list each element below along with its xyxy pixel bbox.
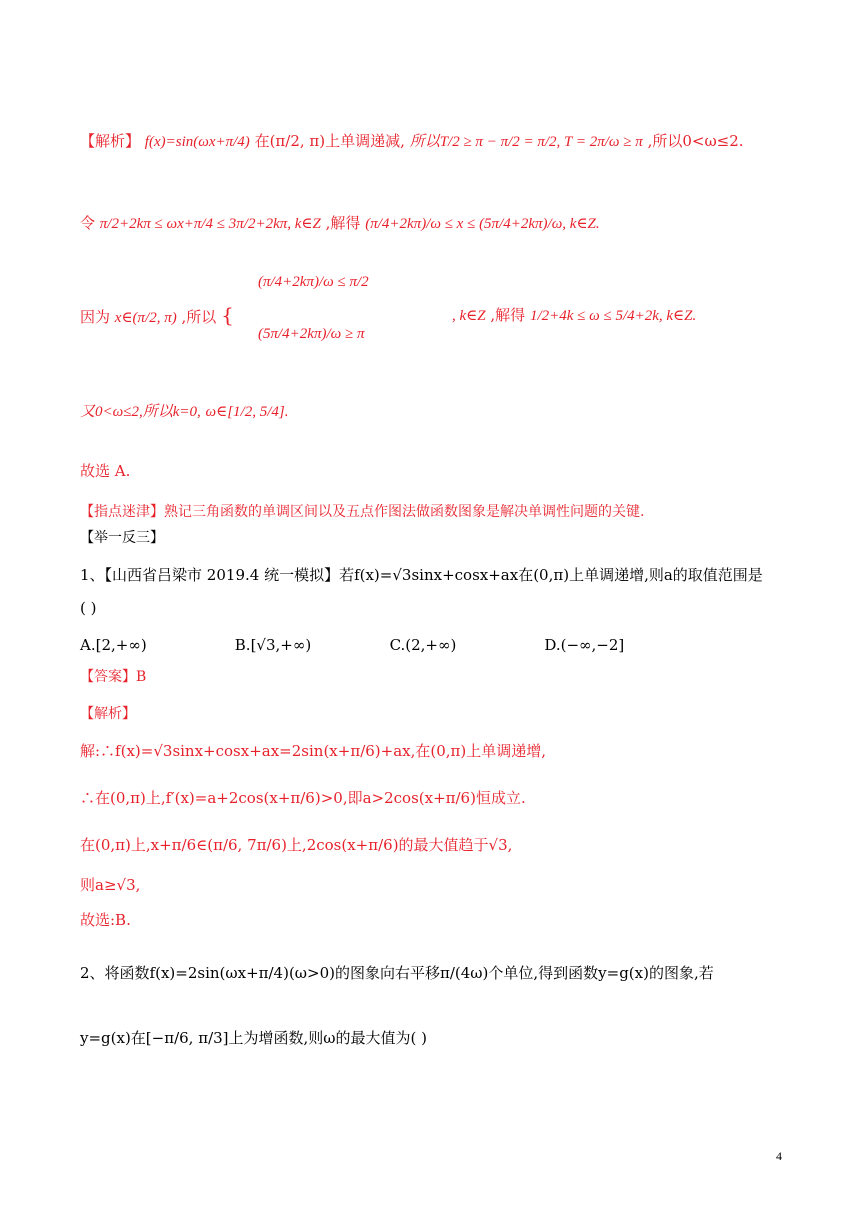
let-word: 令 bbox=[80, 214, 96, 232]
k-integer: , k∈Z bbox=[452, 308, 486, 324]
solution-line-5: 故选:B. bbox=[80, 911, 131, 929]
question-1-stem: 1、【山西省吕梁市 2019.4 统一模拟】若f(x)=√3sinx+cosx+ax在(0,π)上单调递增,则a的取值范围是 bbox=[80, 566, 763, 584]
x-domain: x∈(π/2, π) bbox=[114, 310, 177, 326]
system-inequality-2: (5π/4+2kπ)/ω ≥ π bbox=[258, 326, 365, 342]
solve-word-2: ,解得 bbox=[490, 306, 526, 324]
function-definition: f(x)=sin(ωx+π/4) bbox=[144, 134, 250, 150]
inequality-system bbox=[258, 270, 369, 346]
because-word: 因为 bbox=[80, 308, 111, 326]
omega-final-range: ω∈[1/2, 5/4]. bbox=[205, 404, 289, 420]
system-inequality-1: (π/4+2kπ)/ω ≤ π/2 bbox=[258, 274, 369, 290]
choose-a: 故选 A. bbox=[80, 462, 131, 480]
option-c: C.(2,+∞) bbox=[389, 636, 457, 654]
solution-line-3: 在(0,π)上,x+π/6∈(π/6, 7π/6)上,2cos(x+π/6)的最大值趋于√3, bbox=[80, 836, 513, 854]
monotonic-interval: 在(π/2, π)上单调递减, bbox=[254, 132, 405, 150]
answer-label: 【答案】B bbox=[80, 669, 147, 685]
analysis-label-2: 【解析】 bbox=[80, 706, 136, 722]
k-zero-statement: 又0<ω≤2,所以k=0, bbox=[80, 404, 201, 420]
question-1-paren: ( ) bbox=[80, 599, 97, 617]
option-d: D.(−∞,−2] bbox=[544, 636, 625, 654]
question-2-line-1: 2、将函数f(x)=2sin(ωx+π/4)(ω>0)的图象向右平移π/(4ω)个单位,得到函数y=g(x)的图象,若 bbox=[80, 964, 714, 982]
solution-line-2: ∴在(0,π)上,f′(x)=a+2cos(x+π/6)>0,即a>2cos(x+π/6)恒成立. bbox=[80, 789, 526, 807]
question-1-options bbox=[80, 634, 694, 656]
option-b: B.[√3,+∞) bbox=[234, 636, 312, 654]
system-brace: { bbox=[221, 303, 234, 327]
option-a: A.[2,+∞) bbox=[80, 636, 147, 654]
so-word: ,所以 bbox=[181, 308, 217, 326]
question-2-line-2: y=g(x)在[−π/6, π/3]上为增函数,则ω的最大值为( ) bbox=[80, 1029, 428, 1047]
phase-inequality: π/2+2kπ ≤ ωx+π/4 ≤ 3π/2+2kπ, k∈Z bbox=[99, 216, 321, 232]
analysis-line-1 bbox=[80, 130, 744, 153]
tip-text: 【指点迷津】熟记三角函数的单调区间以及五点作图法做函数图象是解决单调性问题的关键. bbox=[80, 504, 645, 520]
page-number: 4 bbox=[776, 1149, 782, 1163]
period-inequality: 所以T/2 ≥ π − π/2 = π/2, T = 2π/ω ≥ π bbox=[409, 134, 643, 150]
omega-range-k: 1/2+4k ≤ ω ≤ 5/4+2k, k∈Z. bbox=[529, 308, 697, 324]
solution-line-4: 则a≥√3, bbox=[80, 876, 141, 894]
analysis-line-4 bbox=[80, 400, 288, 423]
omega-conclusion: ,所以0<ω≤2. bbox=[647, 132, 744, 150]
x-range: (π/4+2kπ)/ω ≤ x ≤ (5π/4+2kπ)/ω, k∈Z. bbox=[365, 216, 600, 232]
analysis-line-2 bbox=[80, 212, 600, 235]
example-heading: 【举一反三】 bbox=[80, 530, 164, 546]
analysis-label: 【解析】 bbox=[80, 132, 141, 150]
solve-word: ,解得 bbox=[325, 214, 361, 232]
solution-line-1: 解:∴f(x)=√3sinx+cosx+ax=2sin(x+π/6)+ax,在(0,π)上单调递增, bbox=[80, 742, 547, 760]
